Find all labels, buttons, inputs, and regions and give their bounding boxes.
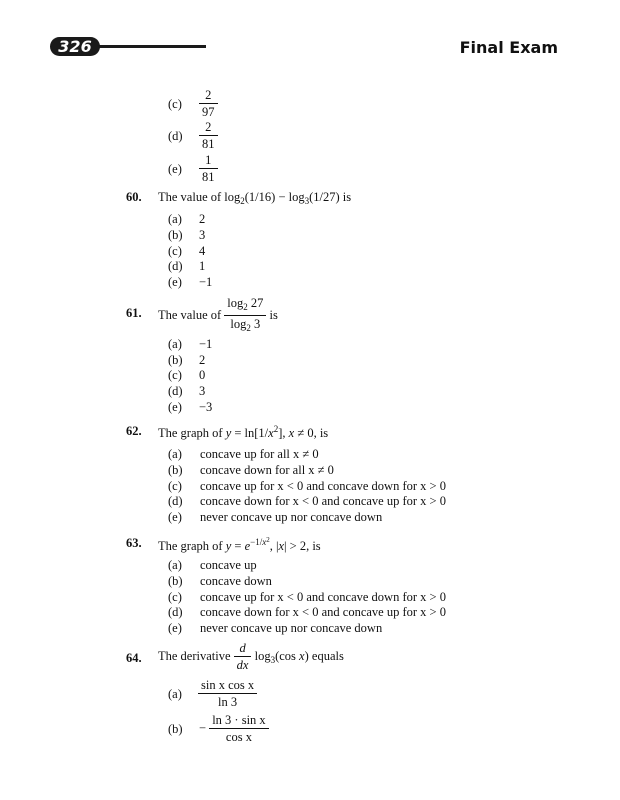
q61-option-label: (b) xyxy=(168,353,183,367)
q62-option-label: (a) xyxy=(168,447,182,461)
q60-number: 60. xyxy=(126,190,142,204)
q59-option-c-label: (c) xyxy=(168,97,182,111)
q61-fraction: $\frac{\log_2 27}{\log_2 3}$ xyxy=(224,296,266,335)
q63-option-text: concave down xyxy=(200,574,272,588)
q59-d-den: 81 xyxy=(202,137,215,151)
q59-e-num: 1 xyxy=(199,153,218,169)
q59-option-d-label: (d) xyxy=(168,129,183,143)
q61-option-text: −1 xyxy=(199,337,213,351)
q64-option-label: (a) xyxy=(168,687,182,701)
q62-option-text: concave down for all x ≠ 0 xyxy=(200,463,334,477)
q61-prompt: The value of $\frac{\log_2 27}{\log_2 3}$ is xyxy=(158,296,278,333)
q62-option-text: concave down for x < 0 and concave up for x > 0 xyxy=(200,494,446,508)
q64-option-b-fraction: − $\frac{\text{ln 3 · sin x}}{\text{cos x}}$ xyxy=(199,713,269,744)
q63-option-text: concave up xyxy=(200,558,257,572)
q63-option-text: concave down for x < 0 and concave up for x > 0 xyxy=(200,605,446,619)
q60-option-text: −1 xyxy=(199,275,213,289)
q63-option-label: (d) xyxy=(168,605,183,619)
header-rule xyxy=(96,45,206,48)
q64-option-label: (b) xyxy=(168,722,183,736)
q61-option-text: 3 xyxy=(199,384,206,398)
q62-prompt: The graph of $y = \ln[1/x^2]$, x ≠ 0, is xyxy=(158,424,329,440)
q63-option-text: concave up for x < 0 and concave down for x > 0 xyxy=(200,590,446,604)
q63-option-label: (c) xyxy=(168,590,182,604)
q64-derivative-operator: $\frac{d}{dx}$ xyxy=(234,641,252,672)
q61-option-text: 0 xyxy=(199,368,206,382)
q59-option-d-fraction xyxy=(199,120,218,151)
page-title: Final Exam xyxy=(459,38,558,57)
q63-option-label: (b) xyxy=(168,574,183,588)
q59-option-e-label: (e) xyxy=(168,162,182,176)
q60-option-label: (b) xyxy=(168,228,183,242)
q61-option-label: (c) xyxy=(168,368,182,382)
q61-option-label: (d) xyxy=(168,384,183,398)
q62-option-label: (e) xyxy=(168,510,182,524)
q61-option-text: −3 xyxy=(199,400,213,414)
q61-number: 61. xyxy=(126,306,142,320)
q61-option-label: (e) xyxy=(168,400,182,414)
q59-d-num: 2 xyxy=(199,120,218,136)
q62-option-text: concave up for all x ≠ 0 xyxy=(200,447,319,461)
q62-option-label: (d) xyxy=(168,494,183,508)
q60-prompt: The value of $\log_2(1/16) - \log_3(1/27)$ is xyxy=(158,190,352,206)
q62-option-label: (c) xyxy=(168,479,182,493)
q59-c-den: 97 xyxy=(202,105,215,119)
q62-number: 62. xyxy=(126,424,142,438)
q60-option-label: (a) xyxy=(168,212,182,226)
q63-option-label: (a) xyxy=(168,558,182,572)
q63-prompt: The graph of $y = e^{-1/x^2}$, |x| > 2, is xyxy=(158,536,321,553)
q62-option-label: (b) xyxy=(168,463,183,477)
q59-option-c-fraction xyxy=(199,88,218,119)
q63-option-label: (e) xyxy=(168,621,182,635)
q62-option-text: concave up for x < 0 and concave down for x > 0 xyxy=(200,479,446,493)
q63-number: 63. xyxy=(126,536,142,550)
page-number-badge: 326 xyxy=(50,37,100,56)
q61-option-text: 2 xyxy=(199,353,206,367)
q60-option-text: 3 xyxy=(199,228,206,242)
q61-option-label: (a) xyxy=(168,337,182,351)
q60-option-text: 2 xyxy=(199,212,206,226)
q64-option-a-fraction: $\frac{\text{sin x cos x}}{\ln 3}$ xyxy=(198,678,257,709)
q60-option-text: 1 xyxy=(199,259,206,273)
q59-c-num: 2 xyxy=(199,88,218,104)
q62-option-text: never concave up nor concave down xyxy=(200,510,383,524)
q64-prompt: The derivative $\frac{d}{dx}$ $\log_3(\cos$ x) equals xyxy=(158,641,344,672)
q63-option-text: never concave up nor concave down xyxy=(200,621,383,635)
q64-number: 64. xyxy=(126,651,142,665)
q60-option-label: (c) xyxy=(168,244,182,258)
q60-option-label: (e) xyxy=(168,275,182,289)
q60-option-label: (d) xyxy=(168,259,183,273)
q59-option-e-fraction xyxy=(199,153,218,184)
q59-e-den: 81 xyxy=(202,170,215,184)
q60-option-text: 4 xyxy=(199,244,206,258)
